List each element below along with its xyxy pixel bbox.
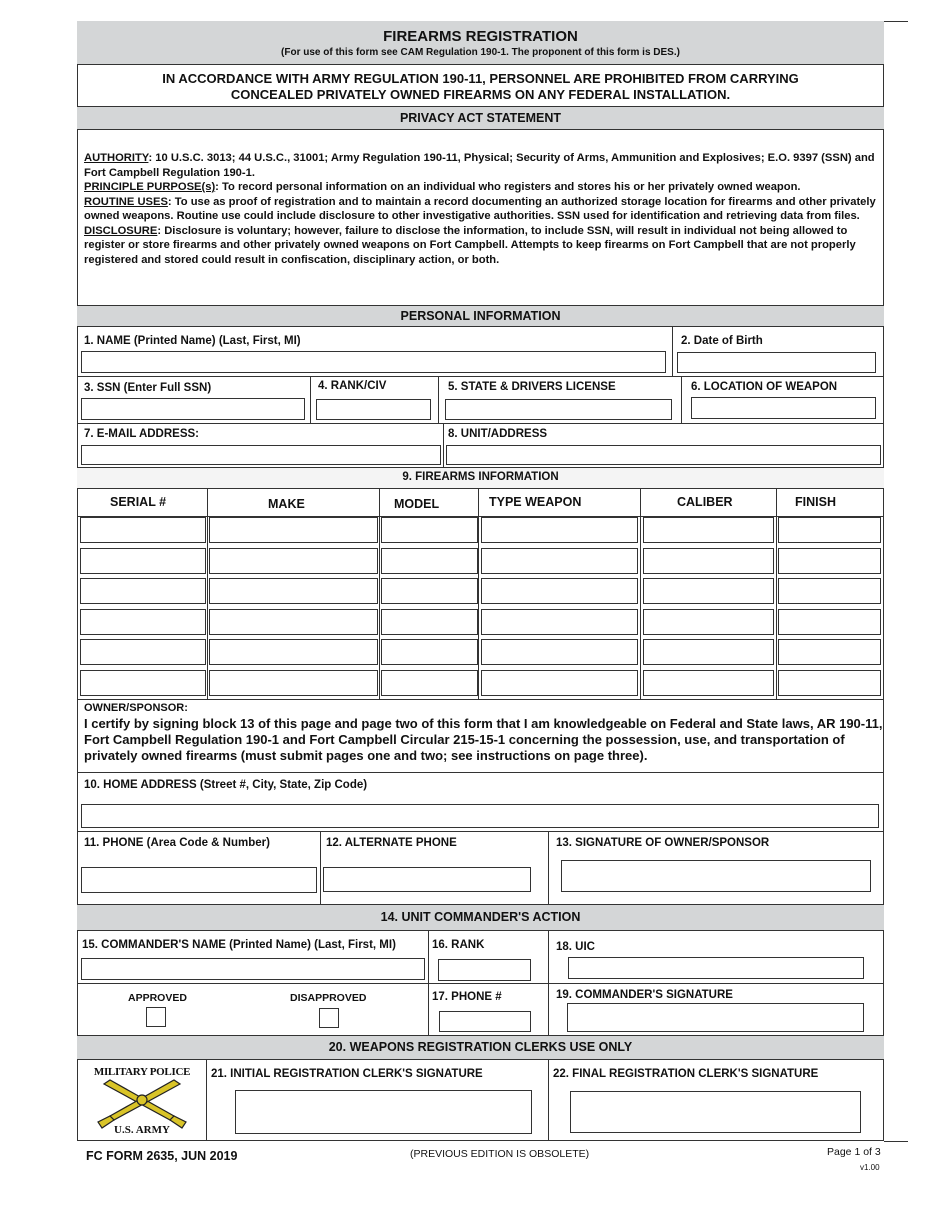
purpose-text: : To record personal information on an individual who registers and stores his or her privately owned weapon. [215, 181, 801, 193]
commander-name-field[interactable] [81, 958, 425, 980]
firearm-finish-cell[interactable] [778, 670, 881, 696]
divider [77, 423, 884, 424]
firearm-make-cell[interactable] [209, 670, 378, 696]
firearm-model-cell[interactable] [381, 670, 478, 696]
firearm-finish-cell[interactable] [778, 578, 881, 604]
routine-label: ROUTINE USES [84, 195, 168, 208]
col-model: MODEL [394, 497, 440, 511]
form-title: FIREARMS REGISTRATION [383, 28, 578, 45]
divider [77, 983, 884, 984]
divider [77, 376, 884, 377]
commander-heading: 14. UNIT COMMANDER'S ACTION [77, 904, 884, 931]
location-field[interactable] [691, 397, 876, 419]
divider [443, 423, 444, 467]
owner-signature-field[interactable] [561, 860, 871, 892]
dob-field[interactable] [677, 352, 876, 373]
commander-name-label: 15. COMMANDER'S NAME (Printed Name) (Last, First, MI) [82, 939, 396, 951]
col-finish: FINISH [795, 495, 836, 509]
logo-bottom-text: U.S. ARMY [114, 1124, 170, 1136]
firearm-type-cell[interactable] [481, 670, 638, 696]
firearm-caliber-cell[interactable] [643, 670, 774, 696]
rank-field[interactable] [316, 399, 431, 420]
divider [77, 699, 884, 700]
firearm-make-cell[interactable] [209, 639, 378, 665]
rank-label: 4. RANK/CIV [318, 380, 387, 392]
divider [206, 1060, 207, 1141]
routine-text: : To use as proof of registration and to maintain a record documenting an authorized storage location for firearms and other privately owned weapons. Routine use could include disclosure to other investigative authorities. SSN used for identification and retrieving data from files. [84, 195, 876, 222]
firearm-finish-cell[interactable] [778, 609, 881, 635]
divider [77, 831, 884, 832]
privacy-heading: PRIVACY ACT STATEMENT [77, 106, 884, 130]
final-clerk-label: 22. FINAL REGISTRATION CLERK'S SIGNATURE [553, 1068, 819, 1080]
warning-line-1: IN ACCORDANCE WITH ARMY REGULATION 190-11, PERSONNEL ARE PROHIBITED FROM CARRYING [162, 71, 799, 86]
disapproved-checkbox[interactable] [319, 1008, 339, 1028]
firearm-model-cell[interactable] [381, 548, 478, 574]
logo-top-text: MILITARY POLICE [93, 1066, 191, 1078]
approved-checkbox[interactable] [146, 1007, 166, 1027]
firearm-type-cell[interactable] [481, 548, 638, 574]
firearm-caliber-cell[interactable] [643, 609, 774, 635]
page-number: Page 1 of 3 [827, 1146, 881, 1158]
alt-phone-field[interactable] [323, 867, 531, 892]
col-divider [379, 489, 380, 699]
disclosure-text: : Disclosure is voluntary; however, failure to disclose the information, to include SSN, will result in individual not being allowed to register or store firearms and other privately owned weapons on Fort Campbell. Attempts to keep firearms on Fort Campbell that are not properly registered and stored could result in confiscation, disciplinary action, or both. [84, 224, 856, 266]
firearm-caliber-cell[interactable] [643, 548, 774, 574]
commander-rank-field[interactable] [438, 959, 531, 981]
owner-label: OWNER/SPONSOR: [84, 702, 188, 714]
col-divider [207, 489, 208, 699]
firearm-model-cell[interactable] [381, 609, 478, 635]
firearm-type-cell[interactable] [481, 578, 638, 604]
commander-phone-label: 17. PHONE # [432, 991, 502, 1003]
unit-label: 8. UNIT/ADDRESS [448, 428, 548, 440]
name-label: 1. NAME (Printed Name) (Last, First, MI) [84, 335, 301, 347]
divider [438, 376, 439, 423]
owner-signature-label: 13. SIGNATURE OF OWNER/SPONSOR [556, 837, 770, 849]
firearm-serial-cell[interactable] [80, 578, 206, 604]
divider [548, 831, 549, 904]
col-caliber: CALIBER [677, 495, 733, 509]
firearm-type-cell[interactable] [481, 639, 638, 665]
approved-label: APPROVED [128, 992, 187, 1004]
col-type: TYPE WEAPON [489, 495, 582, 509]
firearm-make-cell[interactable] [209, 548, 378, 574]
commander-signature-field[interactable] [567, 1003, 864, 1032]
firearm-finish-cell[interactable] [778, 639, 881, 665]
divider [681, 376, 682, 423]
commander-phone-field[interactable] [439, 1011, 531, 1032]
commander-signature-label: 19. COMMANDER'S SIGNATURE [556, 989, 733, 1001]
divider [428, 983, 429, 1035]
phone-label: 11. PHONE (Area Code & Number) [84, 837, 270, 849]
initial-clerk-signature-field[interactable] [235, 1090, 532, 1134]
divider [320, 831, 321, 904]
firearm-caliber-cell[interactable] [643, 578, 774, 604]
alt-phone-label: 12. ALTERNATE PHONE [326, 837, 457, 849]
firearm-finish-cell[interactable] [778, 517, 881, 543]
authority-label: AUTHORITY [84, 152, 149, 164]
firearm-finish-cell[interactable] [778, 548, 881, 574]
uic-field[interactable] [568, 957, 864, 979]
name-field[interactable] [81, 351, 666, 373]
disapproved-label: DISAPPROVED [290, 992, 367, 1004]
form-id: FC FORM 2635, JUN 2019 [86, 1149, 238, 1163]
col-make: MAKE [268, 497, 305, 511]
divider [672, 327, 673, 376]
firearm-model-cell[interactable] [381, 517, 478, 543]
home-address-label: 10. HOME ADDRESS (Street #, City, State, Zip Code) [84, 779, 368, 791]
firearm-type-cell[interactable] [481, 517, 638, 543]
version: v1.00 [860, 1163, 880, 1172]
firearm-serial-cell[interactable] [80, 670, 206, 696]
firearm-serial-cell[interactable] [80, 548, 206, 574]
final-clerk-signature-field[interactable] [570, 1091, 861, 1133]
firearm-make-cell[interactable] [209, 609, 378, 635]
personal-heading: PERSONAL INFORMATION [77, 305, 884, 327]
dob-label: 2. Date of Birth [681, 335, 763, 347]
firearm-type-cell[interactable] [481, 609, 638, 635]
home-address-field[interactable] [81, 804, 879, 828]
firearm-make-cell[interactable] [209, 517, 378, 543]
license-label: 5. STATE & DRIVERS LICENSE [448, 381, 616, 393]
email-field[interactable] [81, 445, 441, 465]
firearm-model-cell[interactable] [381, 639, 478, 665]
col-divider [640, 489, 641, 699]
initial-clerk-label: 21. INITIAL REGISTRATION CLERK'S SIGNATURE [211, 1068, 483, 1080]
edition-note: (PREVIOUS EDITION IS OBSOLETE) [410, 1148, 590, 1160]
divider [428, 931, 429, 983]
col-divider [478, 489, 479, 699]
firearm-serial-cell[interactable] [80, 609, 206, 635]
privacy-statement [84, 151, 884, 267]
corner-mark-top [884, 21, 908, 22]
divider [77, 772, 884, 773]
firearm-make-cell[interactable] [209, 578, 378, 604]
divider [548, 1060, 549, 1141]
uic-label: 18. UIC [556, 941, 595, 953]
divider [310, 376, 311, 423]
ssn-label: 3. SSN (Enter Full SSN) [84, 382, 212, 394]
unit-field[interactable] [446, 445, 881, 465]
firearms-heading: 9. FIREARMS INFORMATION [402, 471, 559, 483]
firearm-caliber-cell[interactable] [643, 639, 774, 665]
ssn-field[interactable] [81, 398, 305, 420]
location-label: 6. LOCATION OF WEAPON [691, 381, 838, 393]
firearm-serial-cell[interactable] [80, 639, 206, 665]
warning-line-2: CONCEALED PRIVATELY OWNED FIREARMS ON ANY FEDERAL INSTALLATION. [230, 87, 731, 102]
email-label: 7. E-MAIL ADDRESS: [84, 428, 200, 440]
firearm-caliber-cell[interactable] [643, 517, 774, 543]
commander-rank-label: 16. RANK [432, 939, 485, 951]
owner-certification: I certify by signing block 13 of this page and page two of this form that I am knowledgeable on Federal and State laws, AR 190-11, Fort Campbell Regulation 190-1 and Fort Campbell Circular 215-15-1 concerning the possession, use, and transportation of privately owned firearms (must submit pages one and two; see instructions on page three). [84, 716, 883, 763]
phone-field[interactable] [81, 867, 317, 893]
firearm-serial-cell[interactable] [80, 517, 206, 543]
clerks-heading: 20. WEAPONS REGISTRATION CLERKS USE ONLY [77, 1035, 884, 1060]
firearm-model-cell[interactable] [381, 578, 478, 604]
col-serial: SERIAL # [110, 495, 167, 509]
form-subtitle: (For use of this form see CAM Regulation 190-1. The proponent of this form is DES.) [281, 47, 680, 58]
disclosure-label: DISCLOSURE [84, 224, 158, 237]
corner-mark-bottom [884, 1141, 908, 1142]
purpose-label: PRINCIPLE PURPOSE(s) [84, 181, 216, 193]
military-police-logo [82, 1062, 202, 1140]
authority-text: : 10 U.S.C. 3013; 44 U.S.C., 31001; Army Regulation 190-11, Physical; Security of Arms, Ammunition and Explosives; E.O. 9397 (SSN) and Fort Campbell Regulation 190-1. [84, 152, 875, 179]
license-field[interactable] [445, 399, 672, 420]
col-divider [776, 489, 777, 699]
